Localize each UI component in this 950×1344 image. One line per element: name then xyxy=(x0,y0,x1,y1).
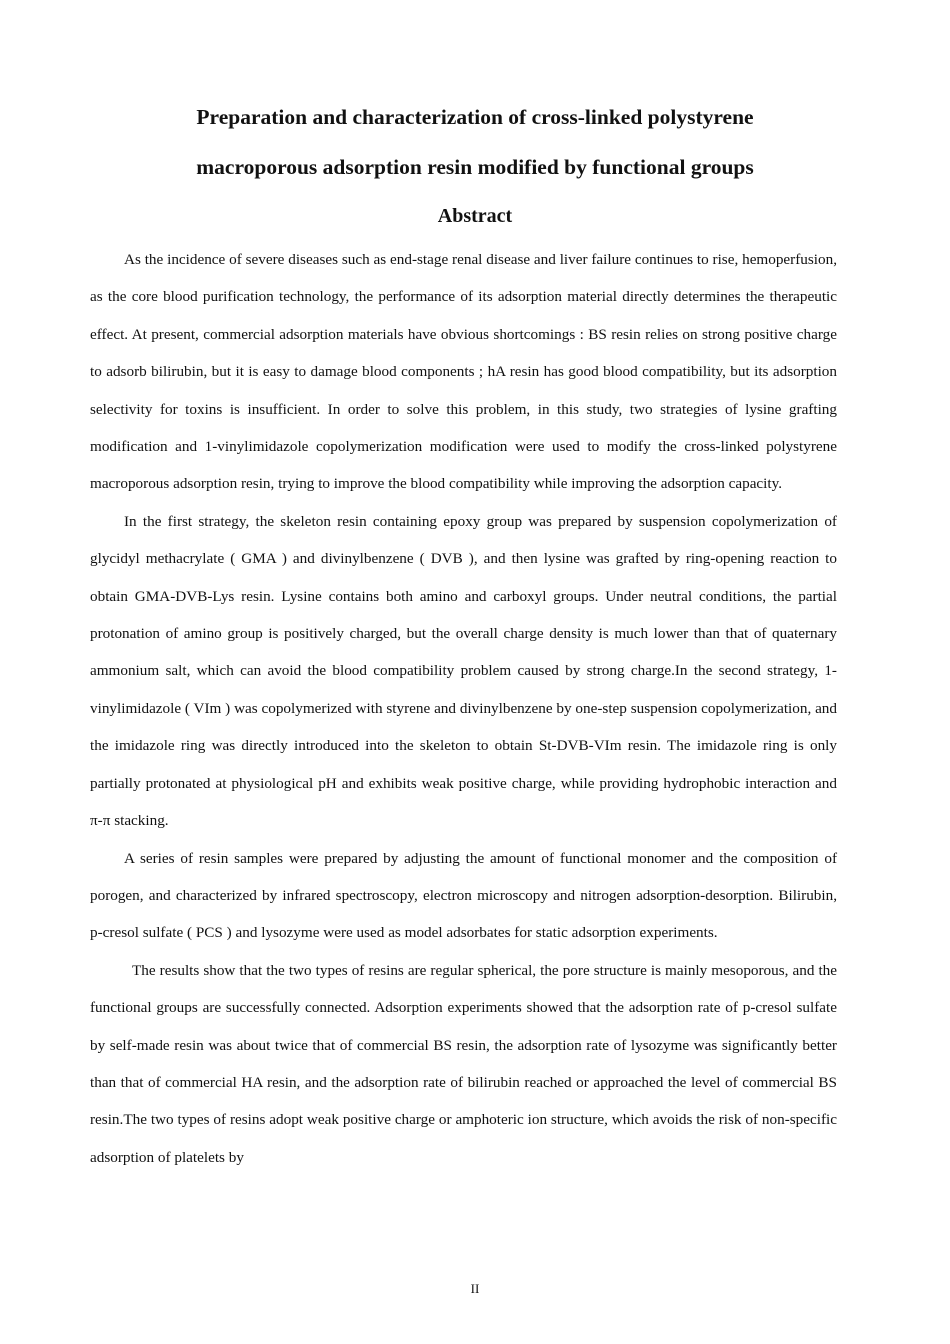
abstract-paragraph-4: The results show that the two types of resins are regular spherical, the pore structure is mainly mesoporous, and the functional groups are successfully connected. Adsorption experiments showed that the adsorption rate of p-cresol sulfate by self-made resin was about twice that of commercial BS resin, the adsorption rate of lysozyme was significantly better than that of commercial HA resin, and the adsorption rate of bilirubin reached or approached the level of commercial BS resin.The two types of resins adopt weak positive charge or amphoteric ion structure, which avoids the risk of non-specific adsorption of platelets by xyxy=(90,961,837,1166)
abstract-heading: Abstract xyxy=(437,205,513,227)
page-number: II xyxy=(470,1281,480,1296)
paper-title xyxy=(90,92,860,192)
title-line-1: Preparation and characterization of cross-linked polystyrene xyxy=(196,105,754,129)
abstract-body xyxy=(90,241,837,1176)
title-line-2: macroporous adsorption resin modified by functional groups xyxy=(196,155,754,179)
abstract-paragraph-2: In the first strategy, the skeleton resin containing epoxy group was prepared by suspension copolymerization of glycidyl methacrylate ( GMA ) and divinylbenzene ( DVB ), and then lysine was grafted by ring-opening reaction to obtain GMA-DVB-Lys resin. Lysine contains both amino and carboxyl groups. Under neutral conditions, the partial protonation of amino group is positively charged, but the overall charge density is much lower than that of quaternary ammonium salt, which can avoid the blood compatibility problem caused by strong charge.In the second strategy, 1-vinylimidazole ( VIm ) was copolymerized with styrene and divinylbenzene by one-step suspension copolymerization, and the imidazole ring was directly introduced into the skeleton to obtain St-DVB-VIm resin. The imidazole ring is only partially protonated at physiological pH and exhibits weak positive charge, while providing hydrophobic interaction and π-π stacking. xyxy=(90,512,837,830)
abstract-paragraph-3: A series of resin samples were prepared by adjusting the amount of functional monomer and the composition of porogen, and characterized by infrared spectroscopy, electron microscopy and nitrogen adsorption-desorption. Bilirubin, p-cresol sulfate ( PCS ) and lysozyme were used as model adsorbates for static adsorption experiments. xyxy=(90,849,837,942)
abstract-paragraph-1: As the incidence of severe diseases such as end-stage renal disease and liver failure continues to rise, hemoperfusion, as the core blood purification technology, the performance of its adsorption material directly determines the therapeutic effect. At present, commercial adsorption materials have obvious shortcomings : BS resin relies on strong positive charge to adsorb bilirubin, but it is easy to damage blood components ; hA resin has good blood compatibility, but its adsorption selectivity for toxins is insufficient. In order to solve this problem, in this study, two strategies of lysine grafting modification and 1-vinylimidazole copolymerization modification were used to modify the cross-linked polystyrene macroporous adsorption resin, trying to improve the blood compatibility while improving the adsorption capacity. xyxy=(90,251,837,493)
